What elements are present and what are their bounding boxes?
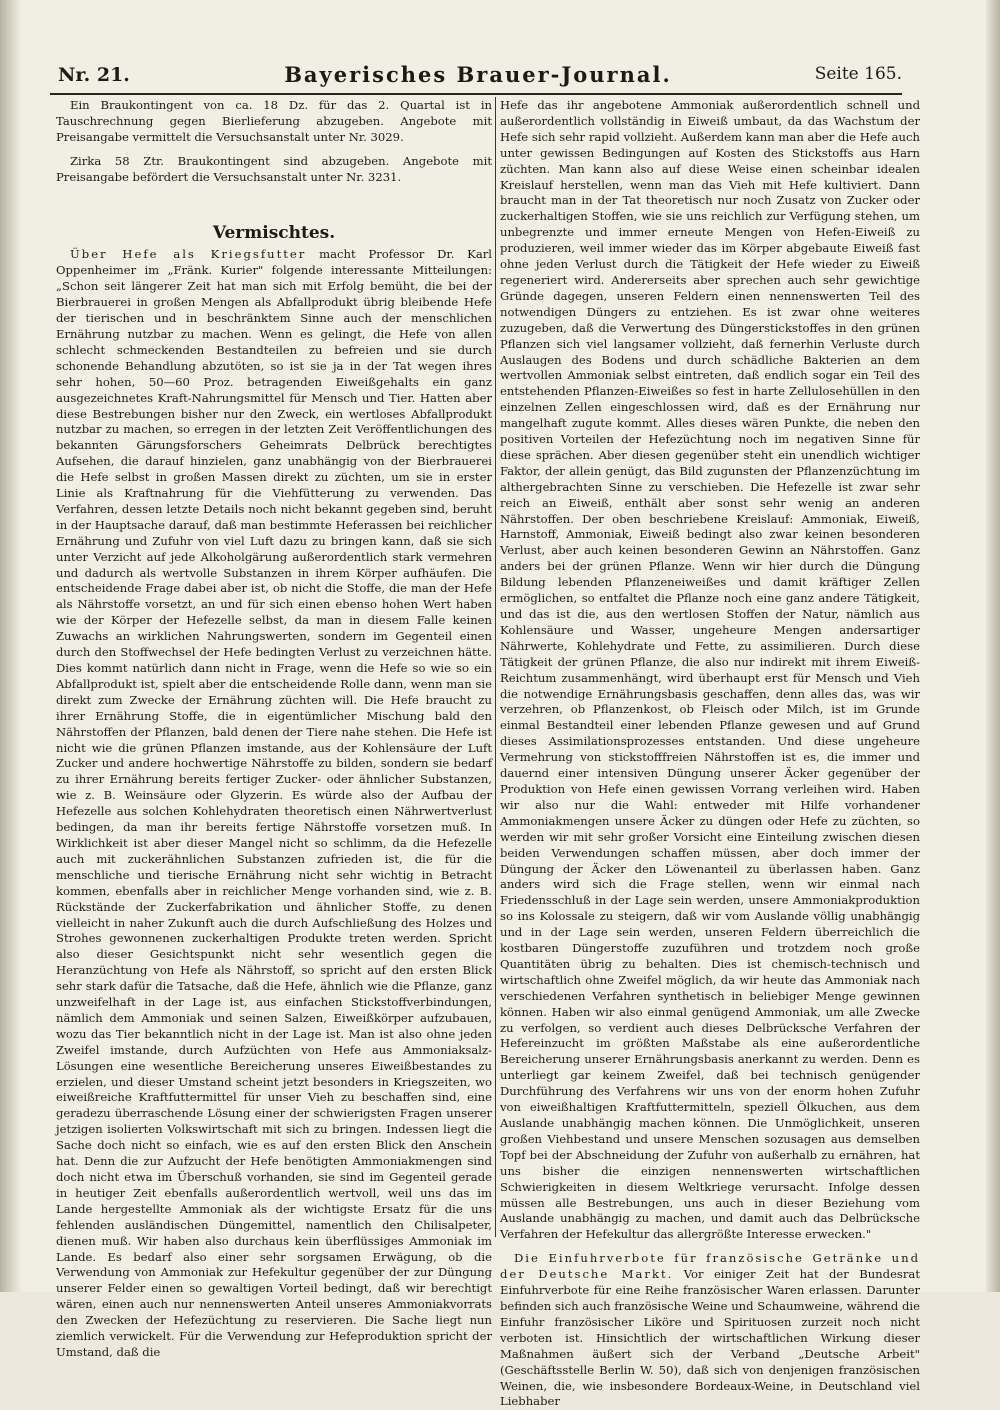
article-paragraph (56, 247, 492, 1360)
section-title: Vermischtes. (212, 222, 336, 243)
issue-number: Nr. 21. (58, 64, 130, 86)
classified-ad-1: Ein Braukontingent von ca. 18 Dz. für das 2. Quartal ist in Tauschrechnung gegen Bierlieferung abzugeben. Angebote mit Preisangabe vermittelt die Versuchsanstalt unter Nr. 3029. (56, 98, 492, 144)
article-body: macht Professor Dr. Karl Oppenheimer im „Fränk. Kurier" folgende interessante Mitteilungen: „Schon seit längerer Zeit hat man sich mit Erfolg bemüht, die bei der Bierbrauerei in großen Mengen als Abfallprodukt übrig bleibende Hefe der tierischen und in beschränktem Sinne auch der menschlichen Ernährung nutzbar zu machen. Wenn es gelingt, die Hefe von allen schlecht schmeckenden Bestandteilen zu befreien und sie durch schonende Behandlung abzutöten, so ist sie ja in der Tat wegen ihres sehr hohen, 50—60 Proz. betragenden Eiweißgehalts ein ganz ausgezeichnetes Kraft-Nahrungsmittel für Mensch und Tier. Hatten aber diese Bestrebungen bisher nur den Zweck, ein wertloses Abfallprodukt nutzbar zu machen, so erregen in der letzten Zeit Veröffentlichungen des bekannten Gärungsforschers Geheimrats Delbrück berechtigtes Aufsehen, die darauf hinzielen, ganz unabhängig von der Bierbrauerei die Hefe selbst in großen Massen direkt zu züchten, um sie in erster Linie als Kraftnahrung für die Viehfütterung zu verwenden. Das Verfahren, dessen letzte Details noch nicht bekannt gegeben sind, beruht in der Hauptsache darauf, daß man bestimmte Heferassen bei reichlicher Ernährung und Zufuhr von viel Luft dazu zu bringen kann, daß sie sich unter Verzicht auf jede Alkoholgärung außerordentlich stark vermehren und dadurch als wertvolle Substanzen in ihrem Körper aufhäufen. Die entscheidende Frage dabei aber ist, ob nicht die Stoffe, die man der Hefe als Nährstoffe vorsetzt, an und für sich einen ebenso hohen Wert haben wie der Körper der Hefezelle selbst, da man in diesem Falle keinen Zuwachs an wirklichen Nahrungswerten, sondern im Gegenteil einen durch den Stoffwechsel der Hefe bedingten Verlust zu verzeichnen hätte. Dies kommt natürlich dann nicht in Frage, wenn die Hefe so wie so ein Abfallprodukt ist, spielt aber die entscheidende Rolle dann, wenn man sie direkt zum Zwecke der Ernährung züchten will. Die Hefe braucht zu ihrer Ernährung Stoffe, die in eigentümlicher Mischung bald den Nährstoffen der Pflanzen, bald denen der Tiere nahe stehen. Die Hefe ist nicht wie die grünen Pflanzen imstande, aus der Kohlensäure der Luft Zucker und andere hochwertige Nährstoffe zu bilden, sondern sie bedarf zu ihrer Ernährung bereits fertiger Zucker- oder ähnlicher Substanzen, wie z. B. Weinsäure oder Glyzerin. Es würde also der Aufbau der Hefezelle aus solchen Kohlehydraten theoretisch einen Nährwertverlust bedingen, da man ihr bereits fertige Nährstoffe vorsetzen muß. In Wirklichkeit ist aber dieser Mangel nicht so schlimm, da die Hefezelle auch mit zuckerähnlichen Substanzen zufrieden ist, die für die menschliche und tierische Ernährung nicht sehr wichtig in Betracht kommen, ebenfalls aber in reichlicher Menge vorhanden sind, wie z. B. Rückstände der Zuckerfabrikation und ähnlicher Stoffe, zu denen vielleicht in naher Zukunft auch die durch Aufschließung des Holzes und Strohes gewonnenen zuckerhaltigen Produkte treten werden. Spricht also dieser Gesichtspunkt nicht sehr wesentlich gegen die Heranzüchtung von Hefe als Nährstoff, so spricht auf den ersten Blick sehr stark dafür die Tatsache, daß die Hefe, ähnlich wie die Pflanze, ganz unzweifelhaft in der Lage ist, aus einfachen Stickstoffverbindungen, nämlich dem Ammoniak und seinen Salzen, Eiweißkörper aufzubauen, wozu das Tier bekanntlich nicht in der Lage ist. Man ist also ohne jeden Zweifel imstande, durch Aufzüchten von Hefe aus Ammoniaksalz-Lösungen eine wesentliche Bereicherung unseres Eiweißbestandes zu erzielen, und dieser Umstand scheint jetzt besonders in Kriegszeiten, wo eiweißreiche Kraftfuttermittel für unser Vieh zu beschaffen sind, eine geradezu überraschende Lösung einer der schwierigsten Fragen unserer jetzigen isolierten Volkswirtschaft mit sich zu bringen. Indessen liegt die Sache doch nicht so einfach, wie es auf den ersten Blick den Anschein hat. Denn die zur Aufzucht der Hefe benötigten Ammoniakmengen sind doch nicht etwa im Überschuß vorhanden, sie sind im Gegenteil gerade in heutiger Zeit ebenfalls außerordentlich wertvoll, weil uns das im Lande hergestellte Ammoniak als der wichtigste Ersatz für die uns fehlenden ausländischen Düngemittel, namentlich den Chilisalpeter, dienen muß. Wir haben also durchaus kein überflüssiges Ammoniak im Lande. Es bedarf also einer sehr sorgsamen Erwägung, ob die Verwendung von Ammoniak zur Hefekultur gegenüber der zur Düngung unserer Felder einen so gewaltigen Vorteil bedingt, daß wir berechtigt wären, einen auch nur nennenswerten Anteil unseres Ammoniakvorrats den Zwecken der Hefezüchtung zu reservieren. Die Sache liegt nun ziemlich verwickelt. Für die Verwendung zur Hefeproduktion spricht der Umstand, daß die (56, 247, 493, 1359)
page-header (54, 58, 902, 92)
journal-title: Bayerisches Brauer-Journal. (284, 62, 672, 87)
column-divider (495, 97, 496, 1237)
article-lead: Über Hefe als Kriegsfutter (70, 247, 307, 262)
page-edge (986, 0, 1000, 1292)
article-2-paragraph (500, 1251, 920, 1410)
classified-ad-2: Zirka 58 Ztr. Braukontingent sind abzugeben. Angebote mit Preisangabe befördert die Versuchsanstalt unter Nr. 3231. (56, 153, 492, 184)
page-number: Seite 165. (814, 64, 902, 84)
left-column (56, 98, 493, 1359)
right-column (500, 98, 920, 1409)
article-continuation: Hefe das ihr angebotene Ammoniak außerordentlich schnell und außerordentlich vollständig in Eiweiß umbaut, da das Wachstum der Hefe sich sehr rapid vollzieht. Außerdem kann man aber die Hefe auch unter gewissen Bedingungen auf Kosten des Stickstoffs aus Harn züchten. Man kann also auf diese Weise einen scheinbar idealen Kreislauf herstellen, wenn man das Vieh mit Hefe kultiviert. Dann braucht man in der Tat theoretisch nur noch Zusatz von Zucker oder zuckerhaltigen Stoffen, wie sie uns reichlich zur Verfügung stehen, um unbegrenzte und immer erneute Mengen von Hefen-Eiweiß zu produzieren, weil immer wieder das im Körper abgebaute Eiweiß fast ohne jeden Verlust durch die Tätigkeit der Hefe wieder zu Eiweiß regeneriert wird. Andererseits aber sprechen auch sehr gewichtige Gründe dagegen, unseren Feldern einen nennenswerten Teil des notwendigen Düngers zu entziehen. Es ist zwar ohne weiteres zuzugeben, daß die Verwertung des Düngerstickstoffes in den grünen Pflanzen sich viel langsamer vollzieht, daß fernerhin Verluste durch Auslaugen des Bodens und durch schädliche Bakterien an dem wertvollen Ammoniak selbst eintreten, daß endlich sogar ein Teil des entstehenden Pflanzen-Eiweißes so fest in harte Zellulosehüllen in den einzelnen Zellen eingeschlossen wird, daß es der Ernährung nur mangelhaft zugute kommt. Alles dieses wären Punkte, die neben den positiven Vorteilen der Hefezüchtung noch im negativen Sinne für diese sprächen. Aber diesen gegenüber steht ein unendlich wichtiger Faktor, der allein genügt, das Bild zugunsten der Pflanzenzüchtung im althergebrachten Sinne zu verschieben. Die Hefezelle ist zwar sehr reich an Eiweiß, enthält aber sonst sehr wenig an anderen Nährstoffen. Der oben beschriebene Kreislauf: Ammoniak, Eiweiß, Harnstoff, Ammoniak, Eiweiß bedingt also zwar keinen besonderen Verlust, aber auch keinen besonderen Gewinn an Nährstoffen. Ganz anders bei der grünen Pflanze. Wenn wir hier durch die Düngung Bildung lebenden Pflanzeneiweißes und damit kräftiger Zellen ermöglichen, so entfaltet die Pflanze noch eine ganz andere Tätigkeit, und das ist die, aus den wertlosen Stoffen der Natur, nämlich aus Kohlensäure und Wasser, ungeheure Mengen andersartiger Nährwerte, Kohlehydrate und Fette, zu assimilieren. Durch diese Tätigkeit der grünen Pflanze, die also nur indirekt mit ihrem Eiweiß-Reichtum zusammenhängt, wird überhaupt erst für Mensch und Vieh die notwendige Ernährungsbasis geschaffen, denn alles das, was wir verzehren, ob Pflanzenkost, ob Fleisch oder Milch, ist im Grunde einmal Bestandteil einer lebenden Pflanze gewesen und auf Grund dieses Assimilationsprozesses entstanden. Und diese ungeheure Vermehrung von stickstofffreien Nährstoffen ist es, die immer und dauernd einer intensiven Düngung unserer Äcker gegenüber der Produktion von Hefe einen gewissen Vorrang verleihen wird. Haben wir also nur die Wahl: entweder mit Hilfe vorhandener Ammoniakmengen unsere Äcker zu düngen oder Hefe zu züchten, so werden wir mit sehr großer Vorsicht eine Einteilung zwischen diesen beiden Verwendungen schaffen müssen, aber doch immer der Düngung der Äcker den Löwenanteil zu überlassen haben. Ganz anders wird sich die Frage stellen, wenn wir einmal nach Friedensschluß in der Lage sein werden, unsere Ammoniakproduktion so ins Kolossale zu steigern, daß wir vom Auslande völlig unabhängig und in der Lage sein werden, unseren Feldern überreichlich die kostbaren Düngerstoffe zuzuführen und trotzdem noch große Quantitäten übrig zu behalten. Dies ist chemisch-technisch und wirtschaftlich ohne Zweifel möglich, da wir heute das Ammoniak nach verschiedenen Verfahren synthetisch in beliebiger Menge gewinnen können. Haben wir also einmal genügend Ammoniak, um alle Zwecke zu verfolgen, so verdient auch dieses Delbrücksche Verfahren der Hefereinzucht im größten Maßstabe als eine außerordentliche Bereicherung unserer Ernährungsbasis anerkannt zu werden. Denn es unterliegt gar keinem Zweifel, daß bei technisch genügender Durchführung des Verfahrens wir uns von der enorm hohen Zufuhr von eiweißhaltigen Kraftfuttermitteln, speziell Ölkuchen, aus dem Auslande unabhängig machen können. Die Unmöglichkeit, unseren großen Viehbestand und unsere Menschen sozusagen aus demselben Topf bei der Abschneidung der Zufuhr von außerhalb zu ernähren, hat uns bisher die einzigen nennenswerten wirtschaftlichen Schwierigkeiten in diesem Weltkriege verursacht. Infolge dessen müssen alle Bestrebungen, uns auch in dieser Beziehung vom Auslande unabhängig zu machen, und damit auch das Delbrücksche Verfahren der Hefekultur das allergrößte Interesse erwecken." (500, 98, 920, 1242)
article-2-body: Vor einiger Zeit hat der Bundesrat Einfuhrverbote für eine Reihe französischer Waren erlassen. Darunter befinden sich auch französische Weine und Schaumweine, während die Einfuhr französischer Liköre und Spirituosen zurzeit noch nicht verboten ist. Hinsichtlich der wirtschaftlichen Wirkung dieser Maßnahmen äußert sich der Verband „Deutsche Arbeit" (Geschäftsstelle Berlin W. 50), daß sich von denjenigen französischen Weinen, die, wie insbesondere Bordeaux-Weine, in Deutschland viel Liebhaber (500, 1267, 920, 1409)
article-2-lead: Die Einfuhrverbote für französische Getränke und der Deutsche Markt. (500, 1251, 920, 1282)
header-rule (50, 93, 902, 95)
binding-edge (0, 0, 22, 1292)
